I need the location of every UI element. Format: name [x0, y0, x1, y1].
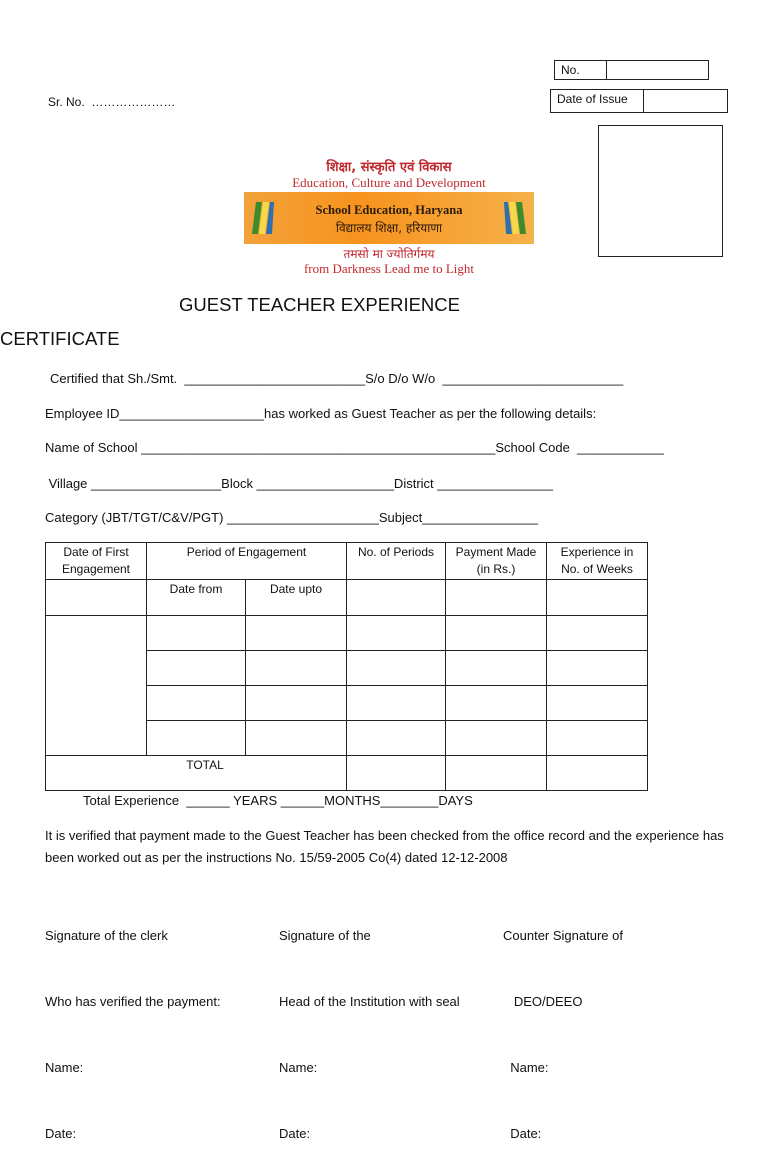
date-of-issue-divider	[643, 90, 644, 112]
table-cell	[347, 686, 446, 721]
logo-english-top: Education, Culture and Development	[292, 175, 486, 190]
col-experience-weeks: Experience in No. of Weeks	[547, 543, 648, 580]
table-cell	[246, 721, 347, 756]
table-cell	[347, 651, 446, 686]
col-period-of-engagement: Period of Engagement	[147, 543, 347, 580]
village-line: Village __________________Block ___________________District ________________	[45, 476, 553, 491]
page-title-line2: CERTIFICATE	[0, 328, 120, 349]
table-cell	[446, 651, 547, 686]
head-date-label: Date:	[279, 1126, 311, 1141]
total-experience-line: Total Experience ______ YEARS ______MONTHS________DAYS	[83, 793, 473, 808]
table-cell	[547, 721, 648, 756]
table-cell	[246, 686, 347, 721]
date-of-issue-label: Date of Issue	[557, 92, 628, 106]
table-cell	[147, 651, 246, 686]
table-cell	[147, 616, 246, 651]
table-cell	[547, 580, 648, 616]
col-no-of-periods: No. of Periods	[347, 543, 446, 580]
table-cell	[347, 616, 446, 651]
category-line: Category (JBT/TGT/C&V/PGT) _____________________Subject________________	[45, 510, 538, 525]
table-cell	[446, 616, 547, 651]
table-cell	[446, 756, 547, 791]
table-cell	[347, 580, 446, 616]
table-cell	[46, 580, 147, 616]
logo-hindi-motto: तमसो मा ज्योतिर्गमय	[343, 247, 435, 261]
table-cell	[547, 651, 648, 686]
department-logo	[244, 155, 534, 277]
table-cell	[246, 651, 347, 686]
experience-table	[45, 542, 648, 791]
certified-line: Certified that Sh./Smt. _________________________S/o D/o W/o _________________________	[50, 371, 624, 386]
table-cell	[347, 721, 446, 756]
table-cell	[547, 686, 648, 721]
table-cell	[547, 756, 648, 791]
counter-deo-label: DEO/DEEO	[503, 994, 583, 1009]
logo-org-name-hindi: विद्यालय शिक्षा, हरियाणा	[335, 221, 443, 235]
table-cell	[347, 756, 446, 791]
no-box	[554, 60, 709, 80]
logo-hindi-top: शिक्षा, संस्कृति एवं विकास	[326, 160, 452, 175]
book-right-icon	[504, 200, 526, 236]
clerk-signature-block	[45, 881, 221, 1167]
col-date-upto: Date upto	[246, 580, 347, 616]
head-signature-label: Signature of the	[279, 928, 371, 943]
table-cell	[147, 721, 246, 756]
counter-name-label: Name:	[503, 1060, 549, 1075]
clerk-date-label: Date:	[45, 1126, 77, 1141]
clerk-name-label: Name:	[45, 1060, 84, 1075]
col-payment-made: Payment Made (in Rs.)	[446, 543, 547, 580]
no-label: No.	[561, 63, 580, 77]
table-cell	[547, 616, 648, 651]
counter-signature-label: Counter Signature of	[503, 928, 623, 943]
page-title-line1: GUEST TEACHER EXPERIENCE	[179, 294, 460, 315]
head-institution-label: Head of the Institution with seal	[279, 994, 460, 1009]
head-signature-block	[279, 881, 460, 1167]
head-name-label: Name:	[279, 1060, 318, 1075]
table-row	[46, 616, 648, 651]
clerk-signature-label: Signature of the clerk	[45, 928, 168, 943]
logo-band	[244, 192, 534, 244]
table-cell	[246, 616, 347, 651]
col-date-from: Date from	[147, 580, 246, 616]
table-cell	[446, 686, 547, 721]
total-label: TOTAL	[46, 756, 347, 791]
logo-org-name: School Education, Haryana	[315, 203, 463, 217]
logo-english-motto: from Darkness Lead me to Light	[303, 261, 475, 276]
col-date-first-engagement: Date of First Engagement	[46, 543, 147, 580]
counter-date-label: Date:	[503, 1126, 542, 1141]
verification-paragraph: It is verified that payment made to the Guest Teacher has been checked from the office record and the experience has been worked out as per the instructions No. 15/59-2005 Co(4) dated 12-12-2008	[45, 828, 724, 865]
sr-no: Sr. No. …………………	[48, 95, 176, 109]
no-box-divider	[606, 61, 607, 79]
photo-box	[598, 125, 723, 257]
school-line: Name of School _________________________________________________School Code ____________	[45, 440, 664, 455]
table-cell	[446, 721, 547, 756]
table-cell	[446, 580, 547, 616]
employee-id-line: Employee ID____________________has worked as Guest Teacher as per the following details:	[45, 406, 597, 421]
table-cell	[147, 686, 246, 721]
table-cell	[46, 616, 147, 756]
date-of-issue-box	[550, 89, 728, 113]
clerk-verified-label: Who has verified the payment:	[45, 994, 221, 1009]
counter-signature-block	[503, 881, 623, 1167]
total-row	[46, 756, 648, 791]
